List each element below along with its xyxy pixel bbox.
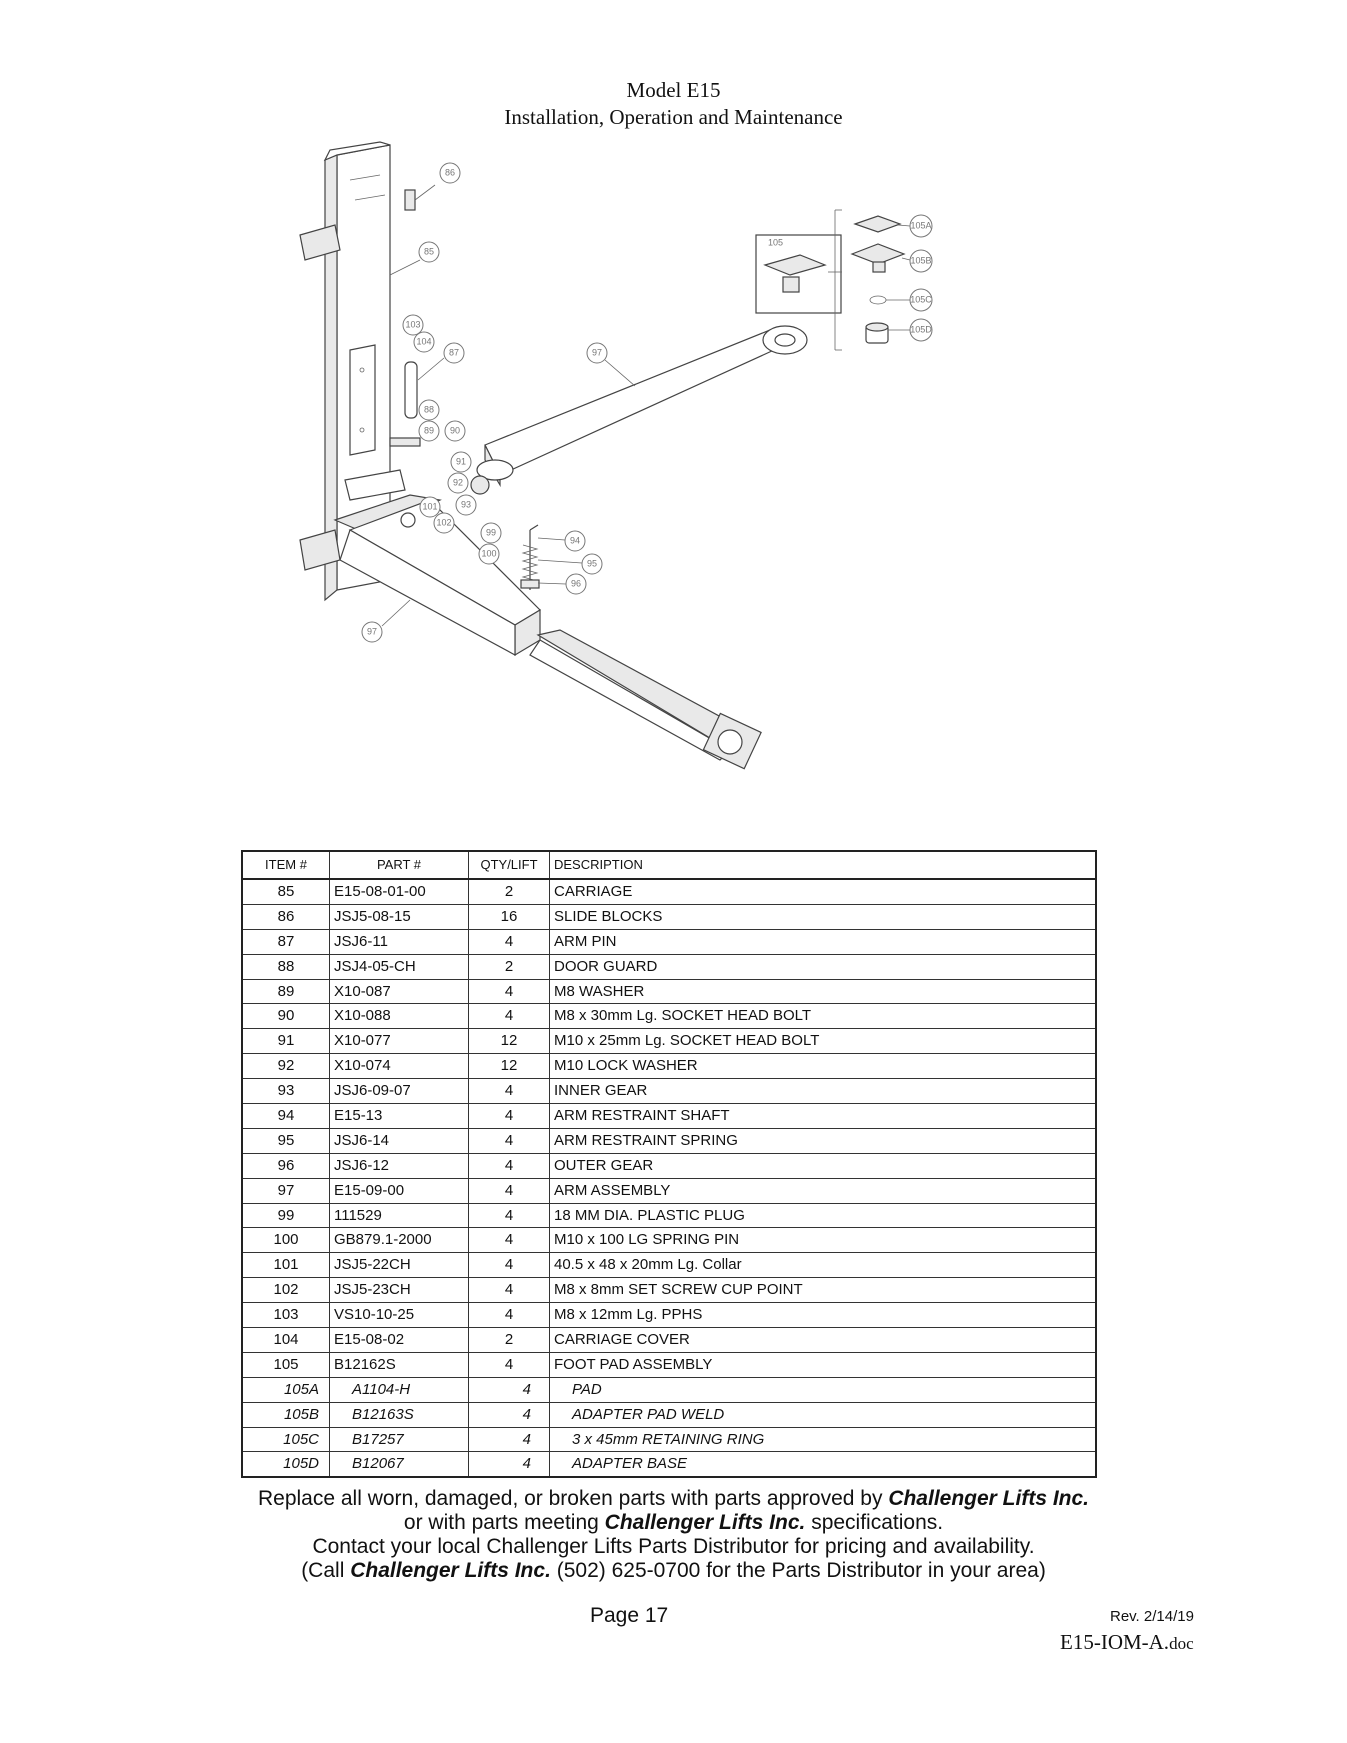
cell-part: JSJ6-14 (330, 1128, 469, 1153)
table-row (242, 1452, 1096, 1477)
cell-part: E15-08-02 (330, 1328, 469, 1353)
table-row (242, 1079, 1096, 1104)
lower-arm-drawing (340, 500, 761, 769)
callout-100-label: 100 (481, 548, 497, 559)
cell-qty: 4 (469, 1402, 550, 1427)
table-row (242, 1054, 1096, 1079)
upper-arm-drawing (477, 326, 807, 485)
inner-gear-drawing (471, 476, 489, 494)
table-row (242, 1203, 1096, 1228)
cell-qty: 4 (469, 979, 550, 1004)
cell-description: M10 x 25mm Lg. SOCKET HEAD BOLT (550, 1029, 1097, 1054)
cell-description: M8 WASHER (550, 979, 1097, 1004)
cell-part: JSJ5-22CH (330, 1253, 469, 1278)
exploded-parts-diagram (230, 140, 1110, 840)
table-row (242, 979, 1096, 1004)
cell-part: JSJ6-12 (330, 1153, 469, 1178)
cell-description: M8 x 12mm Lg. PPHS (550, 1303, 1097, 1328)
cell-item: 86 (242, 904, 330, 929)
brand-name: Challenger Lifts Inc. (888, 1487, 1090, 1510)
table-row (242, 1253, 1096, 1278)
cell-description: M10 LOCK WASHER (550, 1054, 1097, 1079)
cell-item: 89 (242, 979, 330, 1004)
table-row (242, 1377, 1096, 1402)
notice-line-3: Contact your local Challenger Lifts Parts Distributor for pricing and availability. (312, 1535, 1035, 1558)
revision-date: Rev. 2/14/19 (1110, 1608, 1194, 1625)
cell-qty: 16 (469, 904, 550, 929)
slide-block-drawing (405, 190, 415, 210)
cell-qty: 4 (469, 1203, 550, 1228)
callout-91-label: 91 (455, 456, 467, 467)
cell-qty: 4 (469, 1128, 550, 1153)
header-item: ITEM # (242, 851, 330, 879)
cell-part: E15-13 (330, 1104, 469, 1129)
header-description: DESCRIPTION (550, 851, 1097, 879)
cell-part: JSJ5-23CH (330, 1278, 469, 1303)
collar-drawing (401, 513, 415, 527)
notice-text: (Call (301, 1559, 351, 1582)
cell-item: 105B (242, 1402, 330, 1427)
table-row (242, 1427, 1096, 1452)
parts-list-table (241, 850, 1097, 1478)
cell-description: ADAPTER PAD WELD (550, 1402, 1097, 1427)
callout-105d-label: 105D (910, 324, 932, 335)
cell-item: 94 (242, 1104, 330, 1129)
cell-item: 105 (242, 1352, 330, 1377)
cell-item: 102 (242, 1278, 330, 1303)
notice-line-4 (0, 1559, 1347, 1583)
cell-description: 40.5 x 48 x 20mm Lg. Collar (550, 1253, 1097, 1278)
cell-description: ARM RESTRAINT SPRING (550, 1128, 1097, 1153)
cell-part: E15-09-00 (330, 1178, 469, 1203)
table-row (242, 1402, 1096, 1427)
callout-105a-label: 105A (910, 220, 932, 231)
callout-85-label: 85 (423, 246, 435, 257)
table-row (242, 1029, 1096, 1054)
cell-part: X10-088 (330, 1004, 469, 1029)
notice-line-2 (0, 1511, 1347, 1535)
cell-qty: 4 (469, 1253, 550, 1278)
callout-97-upper-label: 97 (591, 347, 603, 358)
cell-qty: 4 (469, 1153, 550, 1178)
cell-description: FOOT PAD ASSEMBLY (550, 1352, 1097, 1377)
cell-item: 91 (242, 1029, 330, 1054)
cell-part: B12162S (330, 1352, 469, 1377)
table-header-row (242, 851, 1096, 879)
cell-item: 85 (242, 879, 330, 904)
cell-item: 95 (242, 1128, 330, 1153)
notice-text: specifications. (805, 1511, 944, 1534)
cell-part: JSJ6-09-07 (330, 1079, 469, 1104)
table-row (242, 1104, 1096, 1129)
table-row (242, 1004, 1096, 1029)
cell-item: 105A (242, 1377, 330, 1402)
cell-part: GB879.1-2000 (330, 1228, 469, 1253)
cell-qty: 4 (469, 1079, 550, 1104)
cell-description: DOOR GUARD (550, 954, 1097, 979)
cell-description: CARRIAGE (550, 879, 1097, 904)
cell-qty: 4 (469, 1303, 550, 1328)
cell-qty: 4 (469, 1104, 550, 1129)
filename-extension: doc (1169, 1634, 1194, 1653)
cell-description: M10 x 100 LG SPRING PIN (550, 1228, 1097, 1253)
document-title: Model E15 (626, 78, 721, 102)
cell-description: M8 x 8mm SET SCREW CUP POINT (550, 1278, 1097, 1303)
restraint-assembly-drawing (521, 525, 539, 590)
cell-description: 3 x 45mm RETAINING RING (550, 1427, 1097, 1452)
cell-qty: 2 (469, 1328, 550, 1353)
callout-89-label: 89 (423, 425, 435, 436)
cell-description: M8 x 30mm Lg. SOCKET HEAD BOLT (550, 1004, 1097, 1029)
cell-item: 105C (242, 1427, 330, 1452)
cell-qty: 4 (469, 1377, 550, 1402)
cell-qty: 2 (469, 879, 550, 904)
cell-item: 87 (242, 929, 330, 954)
notice-text: (502) 625-0700 for the Parts Distributor in your area) (550, 1559, 1046, 1582)
cell-item: 104 (242, 1328, 330, 1353)
cell-qty: 12 (469, 1054, 550, 1079)
cell-part: X10-087 (330, 979, 469, 1004)
cell-description: PAD (550, 1377, 1097, 1402)
cell-description: INNER GEAR (550, 1079, 1097, 1104)
callout-95-label: 95 (586, 558, 598, 569)
callout-99-label: 99 (485, 527, 497, 538)
cell-description: ARM RESTRAINT SHAFT (550, 1104, 1097, 1129)
cell-part: A1104-H (330, 1377, 469, 1402)
cell-item: 101 (242, 1253, 330, 1278)
cell-item: 88 (242, 954, 330, 979)
brand-name: Challenger Lifts Inc. (604, 1511, 806, 1534)
callout-96-label: 96 (570, 578, 582, 589)
cell-qty: 4 (469, 1427, 550, 1452)
cell-part: JSJ6-11 (330, 929, 469, 954)
callout-88-label: 88 (423, 404, 435, 415)
notice-text: or with parts meeting (403, 1511, 605, 1534)
cell-qty: 4 (469, 1278, 550, 1303)
callout-102-label: 102 (436, 517, 452, 528)
cell-part: B12067 (330, 1452, 469, 1477)
callout-97-lower-label: 97 (366, 626, 378, 637)
cell-description: ARM PIN (550, 929, 1097, 954)
cell-qty: 4 (469, 1004, 550, 1029)
table-row (242, 1153, 1096, 1178)
brand-name: Challenger Lifts Inc. (350, 1559, 551, 1582)
cell-item: 100 (242, 1228, 330, 1253)
notice-line-1 (0, 1487, 1347, 1511)
cell-item: 90 (242, 1004, 330, 1029)
cell-part: X10-077 (330, 1029, 469, 1054)
callout-94-label: 94 (569, 535, 581, 546)
cell-description: SLIDE BLOCKS (550, 904, 1097, 929)
cell-qty: 12 (469, 1029, 550, 1054)
callout-92-label: 92 (452, 477, 464, 488)
callout-105b-label: 105B (910, 255, 932, 266)
callout-87-label: 87 (448, 347, 460, 358)
document-subtitle: Installation, Operation and Maintenance (504, 105, 843, 129)
table-row (242, 954, 1096, 979)
arm-pin-drawing (405, 362, 417, 418)
cell-qty: 4 (469, 929, 550, 954)
cell-qty: 2 (469, 954, 550, 979)
cell-description: ARM ASSEMBLY (550, 1178, 1097, 1203)
table-row (242, 1178, 1096, 1203)
callout-90-label: 90 (449, 425, 461, 436)
table-row (242, 1128, 1096, 1153)
door-guard-drawing (390, 438, 420, 446)
cell-qty: 4 (469, 1178, 550, 1203)
cell-item: 96 (242, 1153, 330, 1178)
cell-part: X10-074 (330, 1054, 469, 1079)
table-row (242, 879, 1096, 904)
callout-101-label: 101 (422, 501, 438, 512)
cell-item: 103 (242, 1303, 330, 1328)
cell-item: 97 (242, 1178, 330, 1203)
cell-item: 93 (242, 1079, 330, 1104)
table-row (242, 1328, 1096, 1353)
cell-description: 18 MM DIA. PLASTIC PLUG (550, 1203, 1097, 1228)
callout-105c-label: 105C (910, 294, 932, 305)
cell-part: JSJ4-05-CH (330, 954, 469, 979)
cell-part: JSJ5-08-15 (330, 904, 469, 929)
cell-item: 105D (242, 1452, 330, 1477)
cell-description: OUTER GEAR (550, 1153, 1097, 1178)
notice-text: Replace all worn, damaged, or broken parts with parts approved by (257, 1487, 889, 1510)
cell-part: E15-08-01-00 (330, 879, 469, 904)
table-row (242, 1228, 1096, 1253)
page-number: Page 17 (590, 1604, 669, 1627)
table-row (242, 1278, 1096, 1303)
cell-part: 111529 (330, 1203, 469, 1228)
cell-item: 92 (242, 1054, 330, 1079)
cell-qty: 4 (469, 1352, 550, 1377)
callout-104-label: 104 (416, 336, 432, 347)
table-row (242, 929, 1096, 954)
cell-part: B12163S (330, 1402, 469, 1427)
header-qty: QTY/LIFT (469, 851, 550, 879)
cell-part: VS10-10-25 (330, 1303, 469, 1328)
cell-description: ADAPTER BASE (550, 1452, 1097, 1477)
table-row (242, 1303, 1096, 1328)
cell-qty: 4 (469, 1228, 550, 1253)
document-filename (1060, 1630, 1194, 1655)
header-part: PART # (330, 851, 469, 879)
filename-main: E15-IOM-A. (1060, 1630, 1170, 1654)
cell-qty: 4 (469, 1452, 550, 1477)
table-row (242, 1352, 1096, 1377)
callout-105-label: 105 (768, 237, 784, 248)
callout-86-label: 86 (444, 167, 456, 178)
callout-103-label: 103 (405, 319, 421, 330)
table-row (242, 904, 1096, 929)
cell-description: CARRIAGE COVER (550, 1328, 1097, 1353)
callout-93-label: 93 (460, 499, 472, 510)
cell-item: 99 (242, 1203, 330, 1228)
cell-part: B17257 (330, 1427, 469, 1452)
